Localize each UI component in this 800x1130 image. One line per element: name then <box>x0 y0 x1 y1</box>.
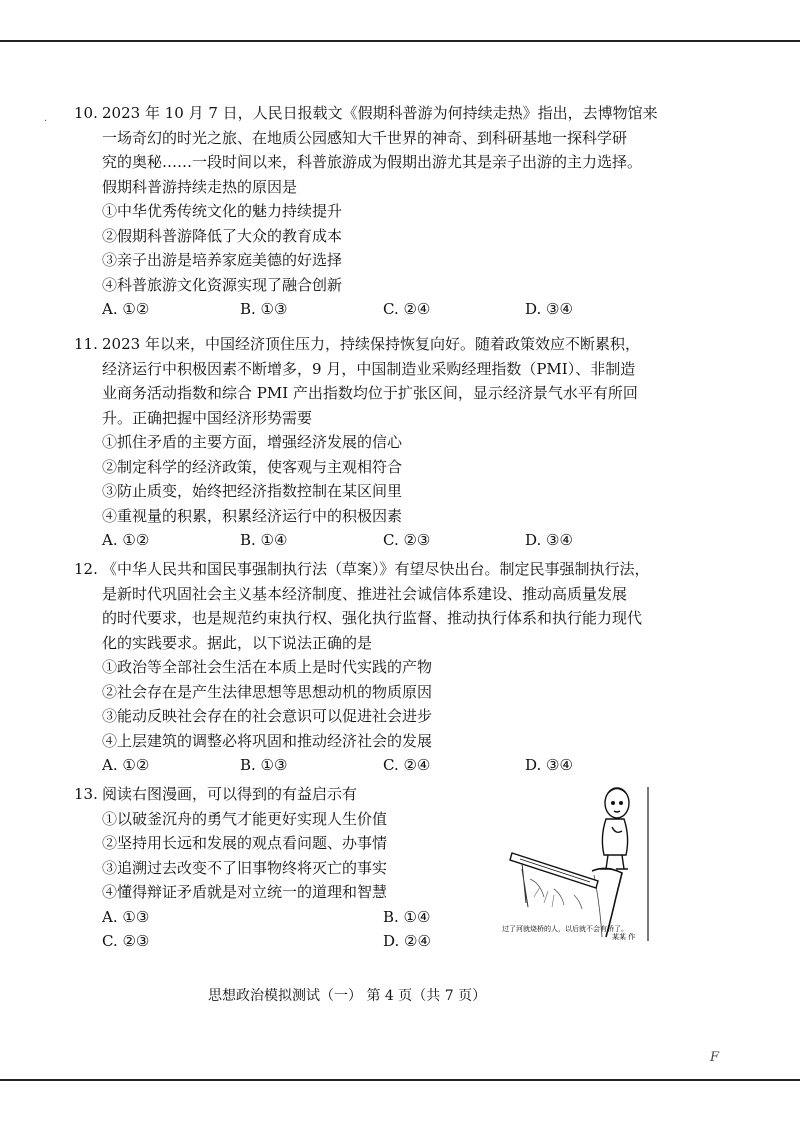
option-b: B. ①④ <box>383 907 431 926</box>
bottom-rule <box>0 1079 800 1081</box>
man-figure <box>600 788 629 869</box>
margin-dot: · <box>44 116 48 127</box>
question-stem-line: 升。正确把握中国经济形势需要 <box>102 408 313 427</box>
option-d: D. ③④ <box>525 531 573 549</box>
question-stem-line: 的时代要求，也是规范约束执行权、强化执行监督、推动执行体系和执行能力现代 <box>102 609 643 627</box>
question-number: 11. <box>74 335 98 353</box>
question-stem-line <box>74 332 674 357</box>
question-13 <box>74 782 494 954</box>
corner-mark: F <box>710 1050 720 1065</box>
statement: ②假期科普游降低了大众的教育成本 <box>102 226 343 245</box>
statement: ①以破釜沉舟的勇气才能更好实现人生价值 <box>102 809 388 828</box>
option-d: D. ②④ <box>383 932 431 950</box>
question-number: 10. <box>74 104 98 122</box>
option-a: A. ①② <box>102 531 150 549</box>
answer-options <box>74 753 674 778</box>
question-number: 12. <box>74 560 98 578</box>
stem-text: 阅读右图漫画，可以得到的有益启示有 <box>102 785 358 803</box>
question-stem-line: 一场奇幻的时光之旅、在地质公园感知大千世界的神奇、到科研基地一探科学研 <box>102 128 628 147</box>
question-stem-line: 化的实践要求。据此，以下说法正确的是 <box>102 633 373 652</box>
top-rule <box>0 40 800 42</box>
stem-text: 2023 年 10 月 7 日，人民日报载文《假期科普游为何持续走热》指出，去博物馆来 <box>102 104 658 122</box>
statement: ①中华优秀传统文化的魅力持续提升 <box>102 202 343 220</box>
question-10 <box>74 101 674 322</box>
option-b: B. ①③ <box>240 756 288 774</box>
option-a: A. ①② <box>102 300 150 318</box>
answer-options <box>74 905 494 930</box>
statement: ③能动反映社会存在的社会意识可以促进社会进步 <box>102 707 433 725</box>
option-b: B. ①③ <box>240 300 288 318</box>
question-stem-line: 究的奥秘……一段时间以来，科普旅游成为假期出游尤其是亲子出游的主力选择。 <box>102 153 643 171</box>
option-c: C. ②③ <box>383 531 431 549</box>
statement: ①抓住矛盾的主要方面，增强经济发展的信心 <box>102 433 403 451</box>
option-c: C. ②④ <box>383 300 431 318</box>
statement: ③追溯过去改变不了旧事物终将灭亡的事实 <box>102 858 388 877</box>
cartoon-author: 某某 作 <box>612 933 636 941</box>
question-stem-line: 经济运行中积极因素不断增多，9 月，中国制造业采购经理指数（PMI）、非制造 <box>102 359 636 378</box>
statement: ④懂得辩证矛盾就是对立统一的道理和智慧 <box>102 883 388 901</box>
statement: ②坚持用长远和发展的观点看问题、办事情 <box>102 834 388 852</box>
cartoon-caption: 过了河就烧桥的人，以后就不会有桥了。 <box>502 925 628 933</box>
option-b: B. ①④ <box>240 531 288 549</box>
question-number: 13. <box>74 785 98 803</box>
option-d: D. ③④ <box>525 756 573 774</box>
question-stem-line: 业商务活动指数和综合 PMI 产出指数均位于扩张区间，显示经济景气水平有所回 <box>102 384 638 402</box>
page-footer: 思想政治模拟测试（一） 第 4 页（共 7 页） <box>208 988 487 1004</box>
question-12 <box>74 557 674 778</box>
cartoon-illustration <box>500 783 650 945</box>
answer-options <box>74 297 674 322</box>
question-11 <box>74 332 674 553</box>
question-stem-line: 假期科普游持续走热的原因是 <box>102 177 298 196</box>
statement: ③亲子出游是培养家庭美德的好选择 <box>102 251 343 269</box>
option-c: C. ②④ <box>383 756 431 774</box>
cliff-left <box>522 863 528 907</box>
question-stem-line <box>74 782 494 807</box>
statement: ②制定科学的经济政策，使客观与主观相符合 <box>102 457 403 476</box>
question-stem-line <box>74 101 674 126</box>
stem-text: 《中华人民共和国民事强制执行法（草案）》有望尽快出台。制定民事强制执行法， <box>102 560 650 578</box>
question-stem-line <box>74 557 674 582</box>
statement: ①政治等全部社会生活在本质上是时代实践的产物 <box>102 658 433 676</box>
option-c: C. ②③ <box>102 932 150 950</box>
falling-debris <box>530 879 582 909</box>
statement: ④上层建筑的调整必将巩固和推动经济社会的发展 <box>102 731 433 750</box>
option-d: D. ③④ <box>525 300 573 318</box>
statement: ④科普旅游文化资源实现了融合创新 <box>102 275 343 294</box>
statement: ③防止质变，始终把经济指数控制在某区间里 <box>102 482 403 500</box>
answer-options <box>74 528 674 553</box>
answer-options <box>74 929 494 954</box>
option-a: A. ①② <box>102 756 150 774</box>
statement: ②社会存在是产生法律思想等思想动机的物质原因 <box>102 682 433 701</box>
stem-text: 2023 年以来，中国经济顶住压力，持续保持恢复向好。随着政策效应不断累积， <box>102 335 640 353</box>
statement: ④重视量的积累，积累经济运行中的积极因素 <box>102 506 403 525</box>
question-stem-line: 是新时代巩固社会主义基本经济制度、推进社会诚信体系建设、推动高质量发展 <box>102 584 628 603</box>
option-a: A. ①③ <box>102 907 150 926</box>
